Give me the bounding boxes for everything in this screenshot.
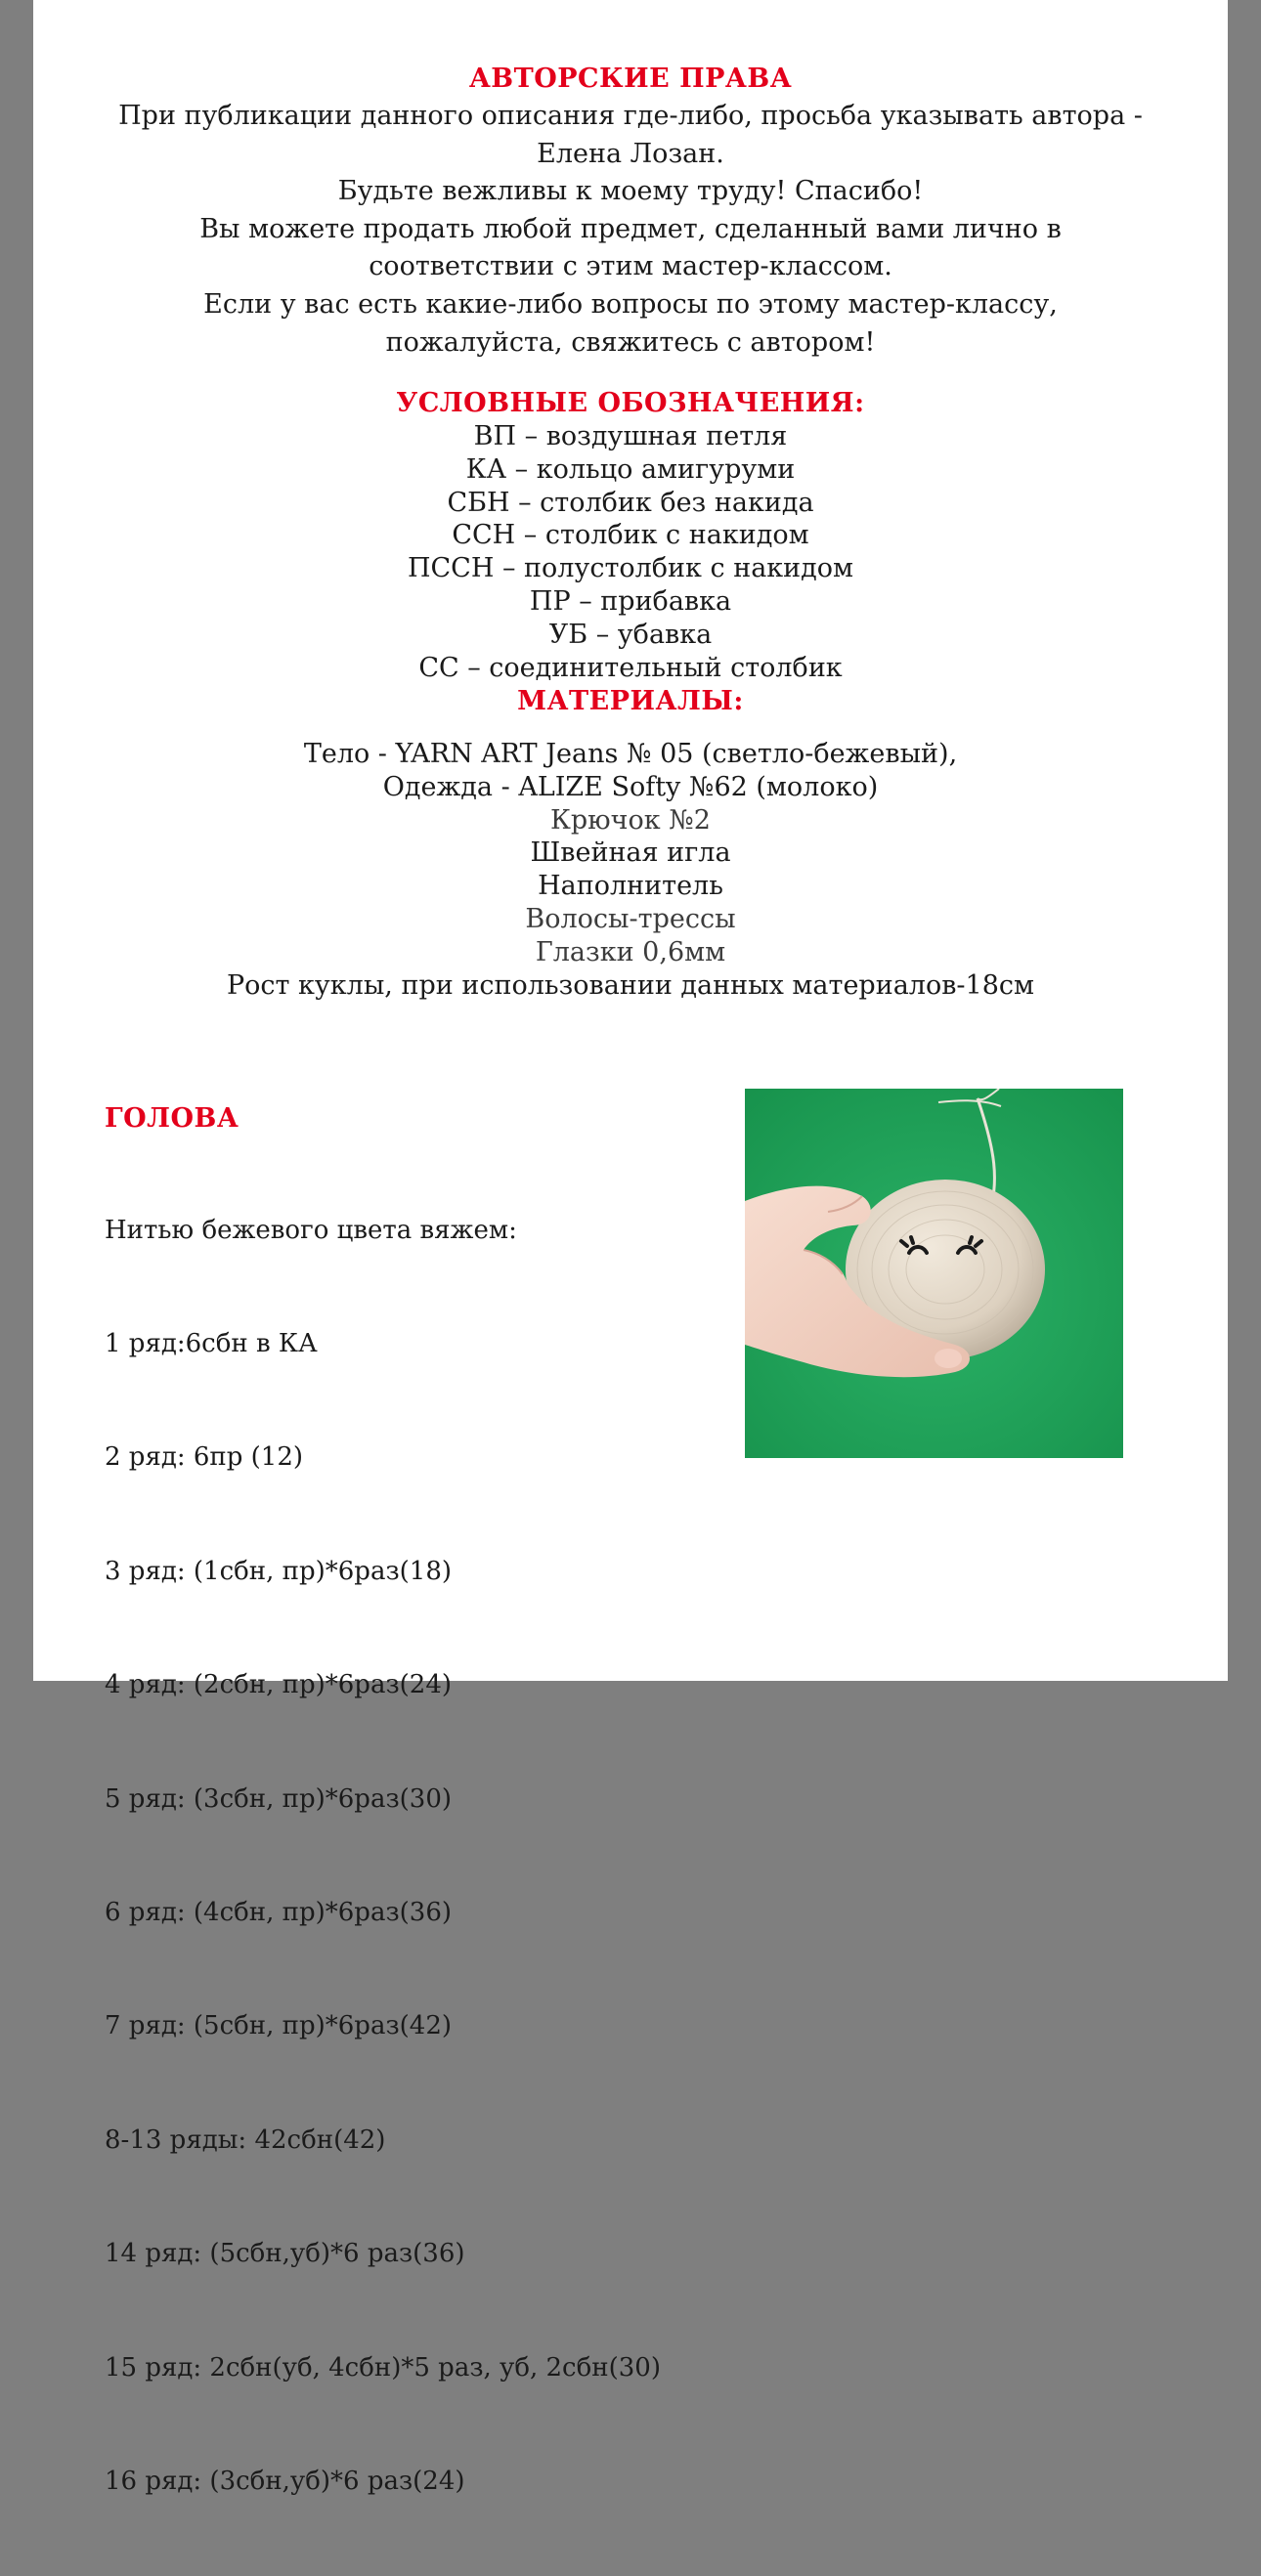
crochet-head-illustration (745, 1089, 1123, 1458)
crochet-head-photo (745, 1089, 1123, 1458)
legend-item: КА – кольцо амигуруми (465, 453, 796, 485)
row-instruction: 4 ряд: (2сбн, пр)*6раз(24) (105, 1670, 452, 1700)
row-instruction: 15 ряд: 2сбн(уб, 4сбн)*5 раз, уб, 2сбн(30) (105, 2352, 661, 2383)
copyright-line: Если у вас есть какие-либо вопросы по этому мастер-классу, (203, 288, 1058, 320)
materials-item: Швейная игла (530, 837, 731, 869)
copyright-text (33, 98, 1228, 362)
legend-item: ПР – прибавка (529, 585, 732, 617)
legend-item: ПССН – полустолбик с накидом (407, 553, 854, 584)
row-instruction: 5 ряд: (3сбн, пр)*6раз(30) (105, 1783, 452, 1814)
head-intro: Нитью бежевого цвета вяжем: (105, 1215, 517, 1245)
row-instruction: 7 ряд: (5сбн, пр)*6раз(42) (105, 2011, 452, 2041)
copyright-line: Вы можете продать любой предмет, сделанный вами лично в (199, 213, 1062, 244)
materials-item: Крючок №2 (550, 804, 711, 836)
materials-title: МАТЕРИАЛЫ: (517, 686, 744, 716)
legend-section (33, 387, 1228, 684)
row-instruction: 8-13 ряды: 42сбн(42) (105, 2125, 386, 2155)
legend-item: ВП – воздушная петля (473, 421, 788, 451)
row-instruction: 3 ряд: (1сбн, пр)*6раз(18) (105, 1556, 452, 1586)
materials-item: Наполнитель (538, 871, 723, 902)
legend-item: СС – соединительный столбик (418, 652, 843, 683)
copyright-line: соответствии с этим мастер-классом. (369, 251, 892, 282)
copyright-line: При публикации данного описания где-либо, просьба указывать автора - (118, 101, 1143, 131)
copyright-title: АВТОРСКИЕ ПРАВА (468, 64, 793, 94)
legend-item: УБ – убавка (548, 619, 713, 650)
materials-item: Рост куклы, при использовании данных материалов-18см (226, 969, 1035, 1001)
head-instructions (105, 1136, 730, 2576)
legend-list (33, 420, 1228, 684)
materials-section (33, 685, 1228, 1002)
legend-item: ССН – столбик с накидом (452, 520, 809, 551)
materials-item: Одежда - ALIZE Softy №62 (молоко) (382, 771, 879, 802)
materials-item: Глазки 0,6мм (535, 936, 726, 967)
copyright-line: Будьте вежливы к моему труду! Спасибо! (337, 176, 924, 207)
copyright-line: Елена Лозан. (537, 138, 724, 169)
head-section (105, 1102, 730, 2576)
row-instruction: 1 ряд:6сбн в КА (105, 1328, 318, 1358)
copyright-line: пожалуйста, свяжитесь с автором! (385, 326, 876, 358)
materials-item: Волосы-трессы (525, 903, 736, 934)
document-page (33, 0, 1228, 2496)
materials-item: Тело - YARN ART Jeans № 05 (светло-бежевый), (303, 739, 958, 769)
row-instruction: 2 ряд: 6пр (12) (105, 1442, 304, 1473)
materials-list (33, 738, 1228, 1002)
row-instruction: 6 ряд: (4сбн, пр)*6раз(36) (105, 1897, 452, 1927)
copyright-section (33, 61, 1228, 362)
legend-item: СБН – столбик без накида (447, 487, 814, 518)
head-title: ГОЛОВА (105, 1103, 239, 1134)
row-instruction: 14 ряд: (5сбн,уб)*6 раз(36) (105, 2239, 465, 2269)
row-instruction: 16 ряд: (3сбн,уб)*6 раз(24) (105, 2466, 465, 2496)
legend-title: УСЛОВНЫЕ ОБОЗНАЧЕНИЯ: (396, 388, 865, 418)
